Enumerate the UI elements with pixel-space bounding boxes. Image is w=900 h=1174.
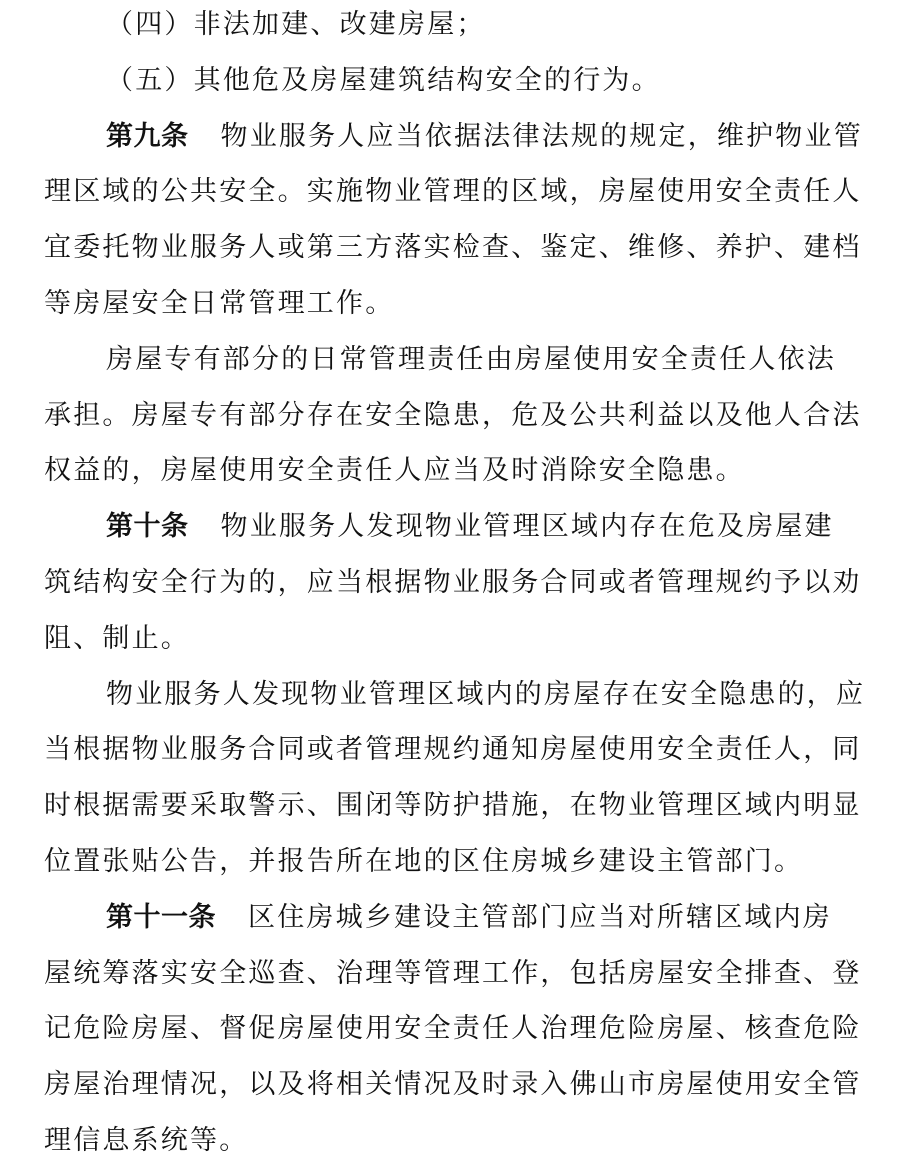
article-11-line-5: 理信息系统等。 [44, 1124, 249, 1156]
article-9-line-4: 等房屋安全日常管理工作。 [44, 287, 395, 319]
article-11-line-4: 房屋治理情况，以及将相关情况及时录入佛山市房屋使用安全管 [44, 1069, 862, 1101]
article-10-text: 物业服务人发现物业管理区域内存在危及房屋建 [220, 511, 834, 543]
article-10-para-2-line-4: 位置张贴公告，并报告所在地的区住房城乡建设主管部门。 [44, 845, 804, 877]
article-9-line-3: 宜委托物业服务人或第三方落实检查、鉴定、维修、养护、建档 [44, 232, 862, 264]
article-11-text: 区住房城乡建设主管部门应当对所辖区域内房 [248, 901, 832, 933]
article-9-title: 第九条 [106, 120, 189, 152]
article-9-para-2-line-2: 承担。房屋专有部分存在安全隐患，危及公共利益以及他人合法 [44, 399, 862, 431]
article-9-line-1 [44, 114, 870, 170]
article-10-para-2-line-1: 物业服务人发现物业管理区域内的房屋存在安全隐患的，应 [106, 678, 866, 710]
article-9-text: 物业服务人应当依据法律法规的规定，维护物业管 [220, 120, 863, 152]
document-page [44, 2, 870, 1174]
article-11-line-3: 记危险房屋、督促房屋使用安全责任人治理危险房屋、核查危险 [44, 1013, 862, 1045]
article-11-title: 第十一条 [106, 901, 216, 933]
article-9-para-2-line-3: 权益的，房屋使用安全责任人应当及时消除安全隐患。 [44, 455, 745, 487]
article-9-line-2: 理区域的公共安全。实施物业管理的区域，房屋使用安全责任人 [44, 176, 862, 208]
article-10-para-2-line-2: 当根据物业服务合同或者管理规约通知房屋使用安全责任人，同 [44, 734, 862, 766]
article-11-line-2: 屋统筹落实安全巡查、治理等管理工作，包括房屋安全排查、登 [44, 957, 862, 989]
article-10-line-2: 筑结构安全行为的，应当根据物业服务合同或者管理规约予以劝 [44, 566, 862, 598]
list-item-5: （五）其他危及房屋建筑结构安全的行为。 [106, 64, 661, 96]
article-10-para-2-line-3: 时根据需要采取警示、围闭等防护措施，在物业管理区域内明显 [44, 790, 862, 822]
article-10-title: 第十条 [106, 511, 189, 543]
article-9-para-2-line-1: 房屋专有部分的日常管理责任由房屋使用安全责任人依法 [106, 343, 836, 375]
article-11-line-1 [44, 895, 870, 951]
list-item-4: （四）非法加建、改建房屋； [106, 9, 486, 40]
article-10-line-1 [44, 504, 870, 560]
article-10-line-3: 阻、制止。 [44, 622, 190, 654]
